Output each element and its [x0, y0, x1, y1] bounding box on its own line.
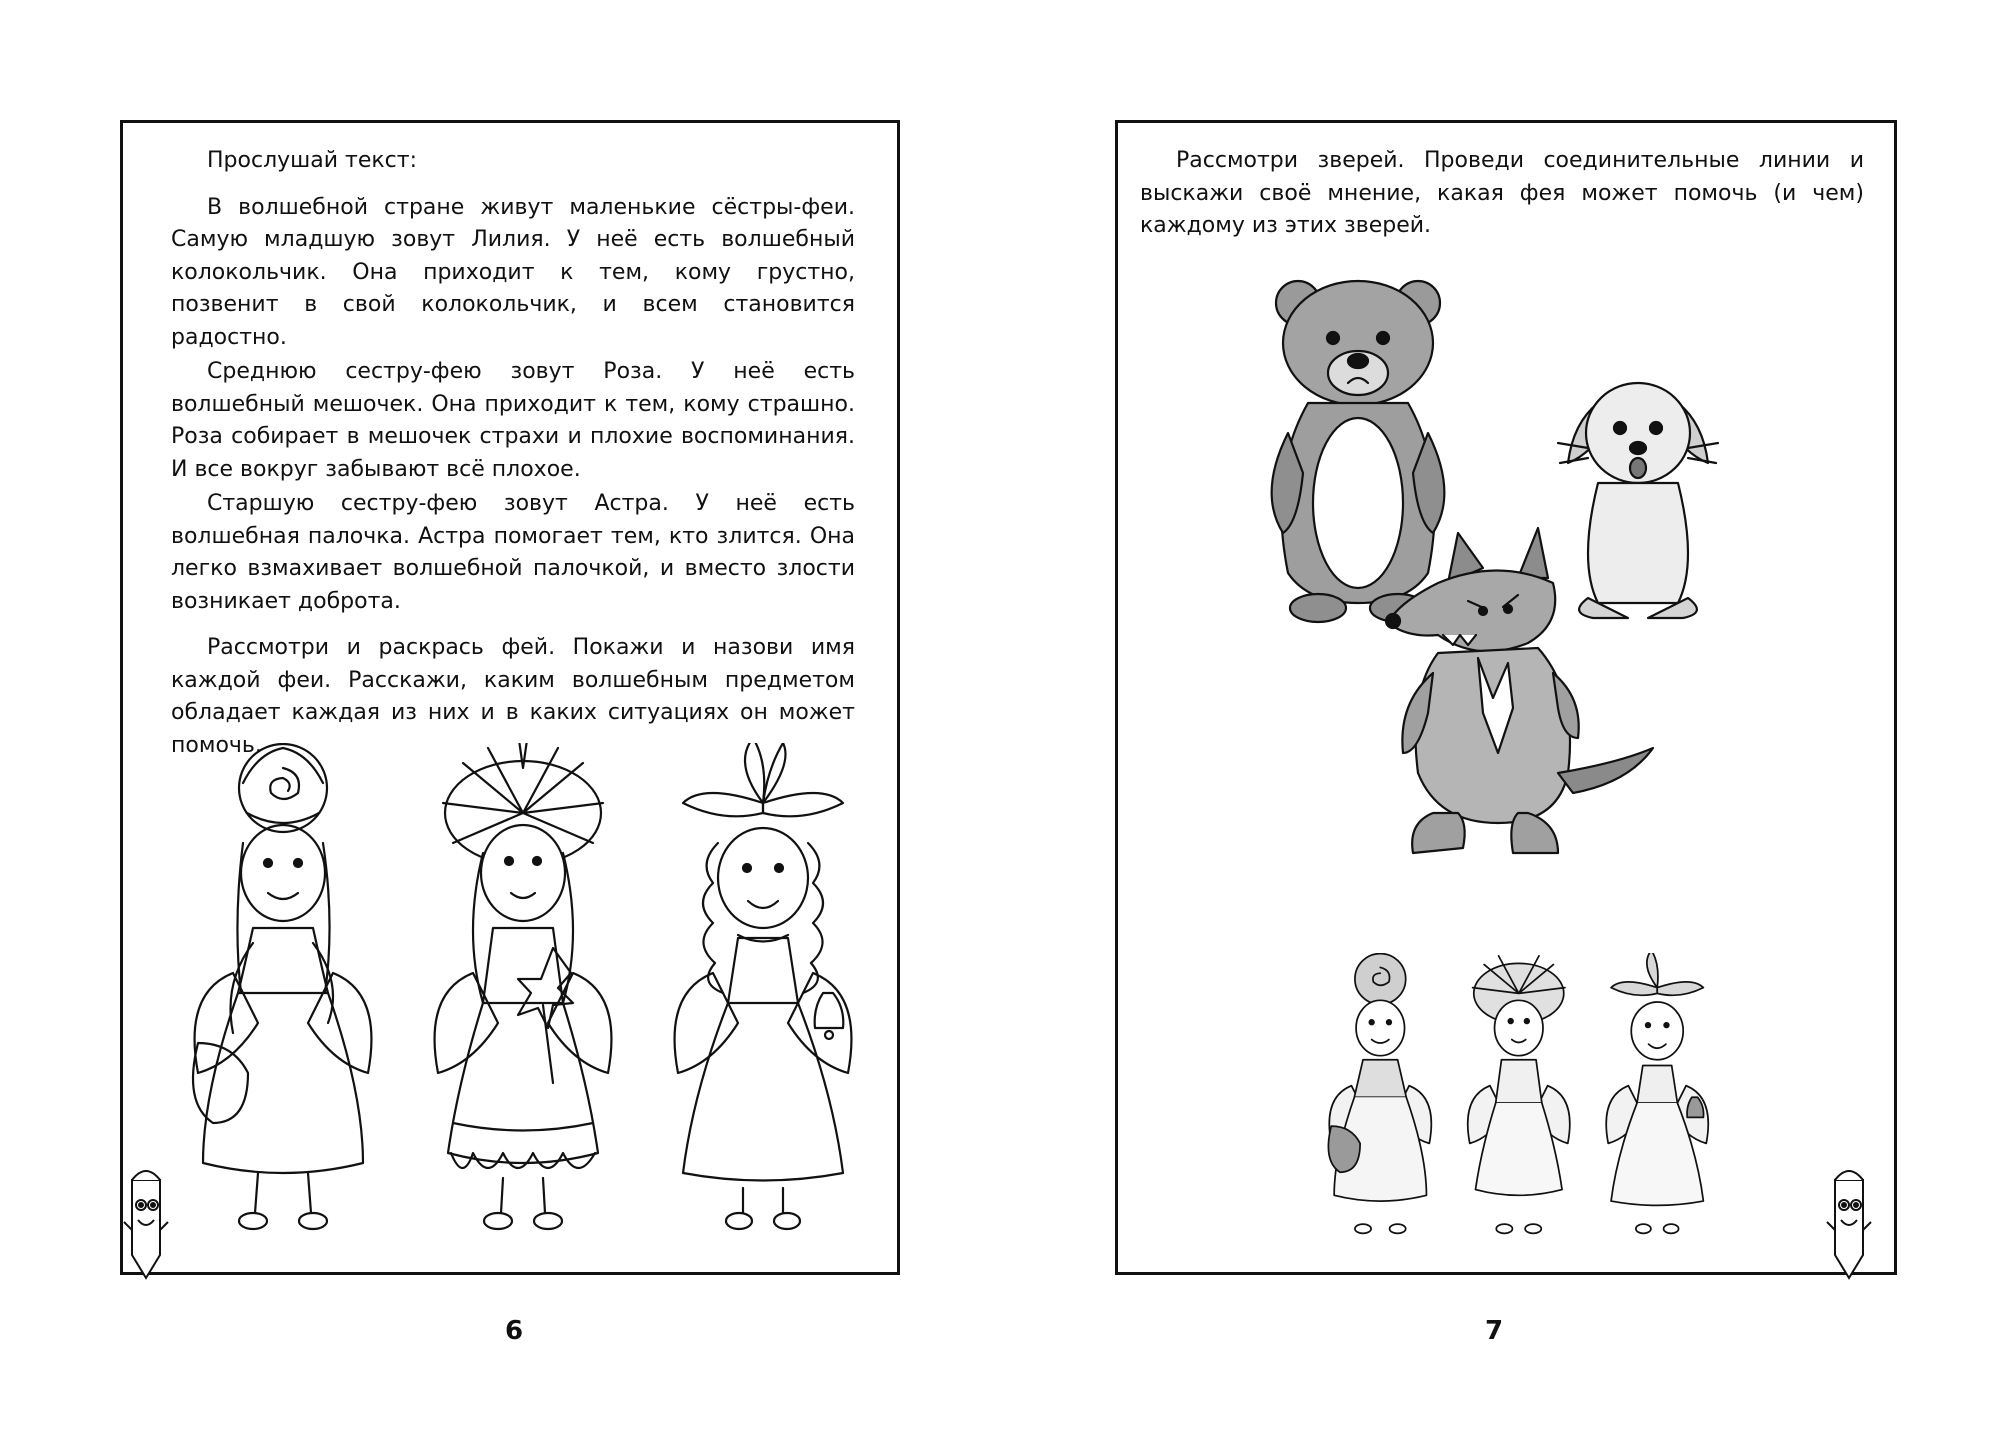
small-aster-fairy-icon — [1468, 956, 1570, 1234]
coloring-task: Рассмотри и раскрась фей. Покажи и назови имя каждой феи. Расскажи, каким волшебным предметом обладает каждая из них и в каких ситуациях он может помочь. — [171, 635, 855, 758]
animals-task-text — [1140, 145, 1864, 243]
small-fairies-illustration — [1288, 953, 1738, 1253]
pencil-mascot-icon-right — [1825, 1160, 1875, 1280]
intro-line: Прослушай текст: — [207, 148, 418, 173]
story-paragraph-rose: Среднюю сестру-фею зовут Роза. У неё есть волшебный мешочек. Она приходит к тем, кому страшно. Роза собирает в мешочек страхи и плохие воспоминания. И все вокруг забывают всё плохое. — [171, 359, 855, 482]
story-paragraph-aster: Старшую сестру-фею зовут Астра. У неё есть волшебная палочка. Астра помогает тем, кто злится. Она легко взмахивает волшебной палочкой, и вместо злости возникает доброта. — [171, 491, 855, 614]
lily-fairy-icon — [675, 743, 852, 1229]
page-number-left: 6 — [505, 1316, 524, 1346]
bear-icon — [1272, 281, 1445, 622]
story-paragraph-lily: В волшебной стране живут маленькие сёстры-феи. Самую младшую зовут Лилия. У неё есть волшебный колокольчик. Она приходит к тем, кому грустно, позвенит в свой колокольчик, и всем становится радостно. — [171, 194, 855, 350]
page-number-right: 7 — [1485, 1316, 1504, 1346]
page-frame-right — [1115, 120, 1897, 1275]
pencil-mascot-icon — [122, 1160, 172, 1280]
small-lily-fairy-icon — [1606, 953, 1708, 1233]
rose-fairy-icon — [193, 744, 371, 1229]
page-right — [1000, 0, 2000, 1447]
aster-fairy-icon — [435, 743, 612, 1229]
story-text — [171, 145, 855, 762]
small-rose-fairy-icon — [1328, 954, 1431, 1234]
rabbit-icon — [1558, 383, 1718, 618]
animals-illustration — [1268, 273, 1728, 893]
animals-task: Рассмотри зверей. Проведи соединительные линии и выскажи своё мнение, какая фея может помочь (и чем) каждому из этих зверей. — [1140, 148, 1864, 238]
fairies-illustration — [163, 743, 863, 1263]
page-frame-left — [120, 120, 900, 1275]
